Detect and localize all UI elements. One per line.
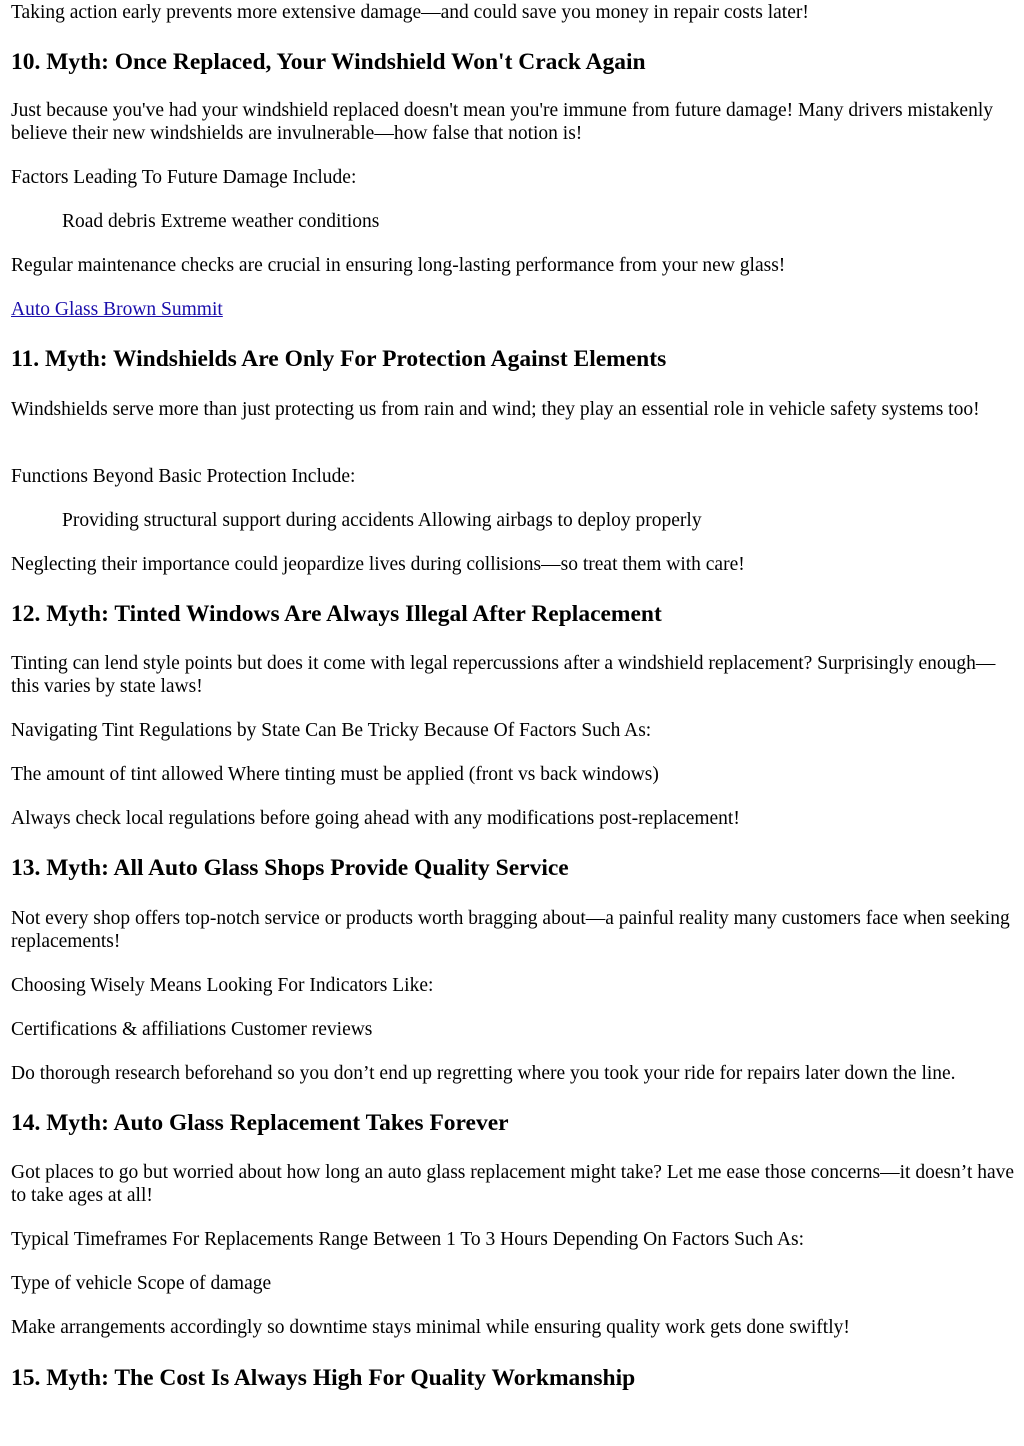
section-12-paragraph: Tinting can lend style points but does it come with legal repercussions after a windshield replacement? Surprisingly enough—this varies by state laws! xyxy=(11,653,996,697)
section-14-closing: Make arrangements accordingly so downtime stays minimal while ensuring quality work gets done swiftly! xyxy=(11,1317,850,1338)
section-10-closing: Regular maintenance checks are crucial in ensuring long-lasting performance from your new glass! xyxy=(11,255,786,276)
section-14-paragraph: Got places to go but worried about how long an auto glass replacement might take? Let me ease those concerns—it doesn’t have to take ages at all! xyxy=(11,1162,1015,1206)
section-11-closing: Neglecting their importance could jeopardize lives during collisions—so treat them with care! xyxy=(11,554,745,575)
section-11-heading: 11. Myth: Windshields Are Only For Protection Against Elements xyxy=(11,346,667,372)
section-13-paragraph: Not every shop offers top-notch service or products worth bragging about—a painful reality many customers face when seeking replacements! xyxy=(11,908,1010,952)
section-14-list-items: Type of vehicle Scope of damage xyxy=(11,1273,272,1294)
section-12-list-intro: Navigating Tint Regulations by State Can Be Tricky Because Of Factors Such As: xyxy=(11,720,652,741)
section-14-list-intro: Typical Timeframes For Replacements Range Between 1 To 3 Hours Depending On Factors Such As: xyxy=(11,1229,805,1250)
section-15-heading: 15. Myth: The Cost Is Always High For Quality Workmanship xyxy=(11,1365,636,1391)
section-12-list-items: The amount of tint allowed Where tinting must be applied (front vs back windows) xyxy=(11,764,659,785)
section-13-list-items: Certifications & affiliations Customer reviews xyxy=(11,1019,373,1040)
section-13-heading: 13. Myth: All Auto Glass Shops Provide Quality Service xyxy=(11,855,569,881)
section-10-list-intro: Factors Leading To Future Damage Include: xyxy=(11,167,357,188)
section-10-heading: 10. Myth: Once Replaced, Your Windshield Won't Crack Again xyxy=(11,49,646,75)
auto-glass-link-line xyxy=(11,298,223,321)
section-11-list-items: Providing structural support during accidents Allowing airbags to deploy properly xyxy=(62,510,702,531)
section-14-heading: 14. Myth: Auto Glass Replacement Takes Forever xyxy=(11,1110,509,1136)
section-13-list-intro: Choosing Wisely Means Looking For Indicators Like: xyxy=(11,975,434,996)
section-11-list-intro: Functions Beyond Basic Protection Include: xyxy=(11,466,356,487)
intro-line: Taking action early prevents more extensive damage—and could save you money in repair costs later! xyxy=(11,2,809,23)
section-13-closing: Do thorough research beforehand so you don’t end up regretting where you took your ride for repairs later down the line. xyxy=(11,1063,956,1084)
section-10-paragraph: Just because you've had your windshield replaced doesn't mean you're immune from future damage! Many drivers mistakenly believe their new windshields are invulnerable—how false that notion is! xyxy=(11,100,994,144)
section-11-paragraph: Windshields serve more than just protecting us from rain and wind; they play an essential role in vehicle safety systems too! xyxy=(11,399,980,420)
section-12-closing: Always check local regulations before going ahead with any modifications post-replacement! xyxy=(11,808,740,829)
auto-glass-brown-summit-link[interactable]: Auto Glass Brown Summit xyxy=(11,299,223,320)
section-12-heading: 12. Myth: Tinted Windows Are Always Illegal After Replacement xyxy=(11,601,662,627)
section-10-list-items: Road debris Extreme weather conditions xyxy=(62,211,380,232)
